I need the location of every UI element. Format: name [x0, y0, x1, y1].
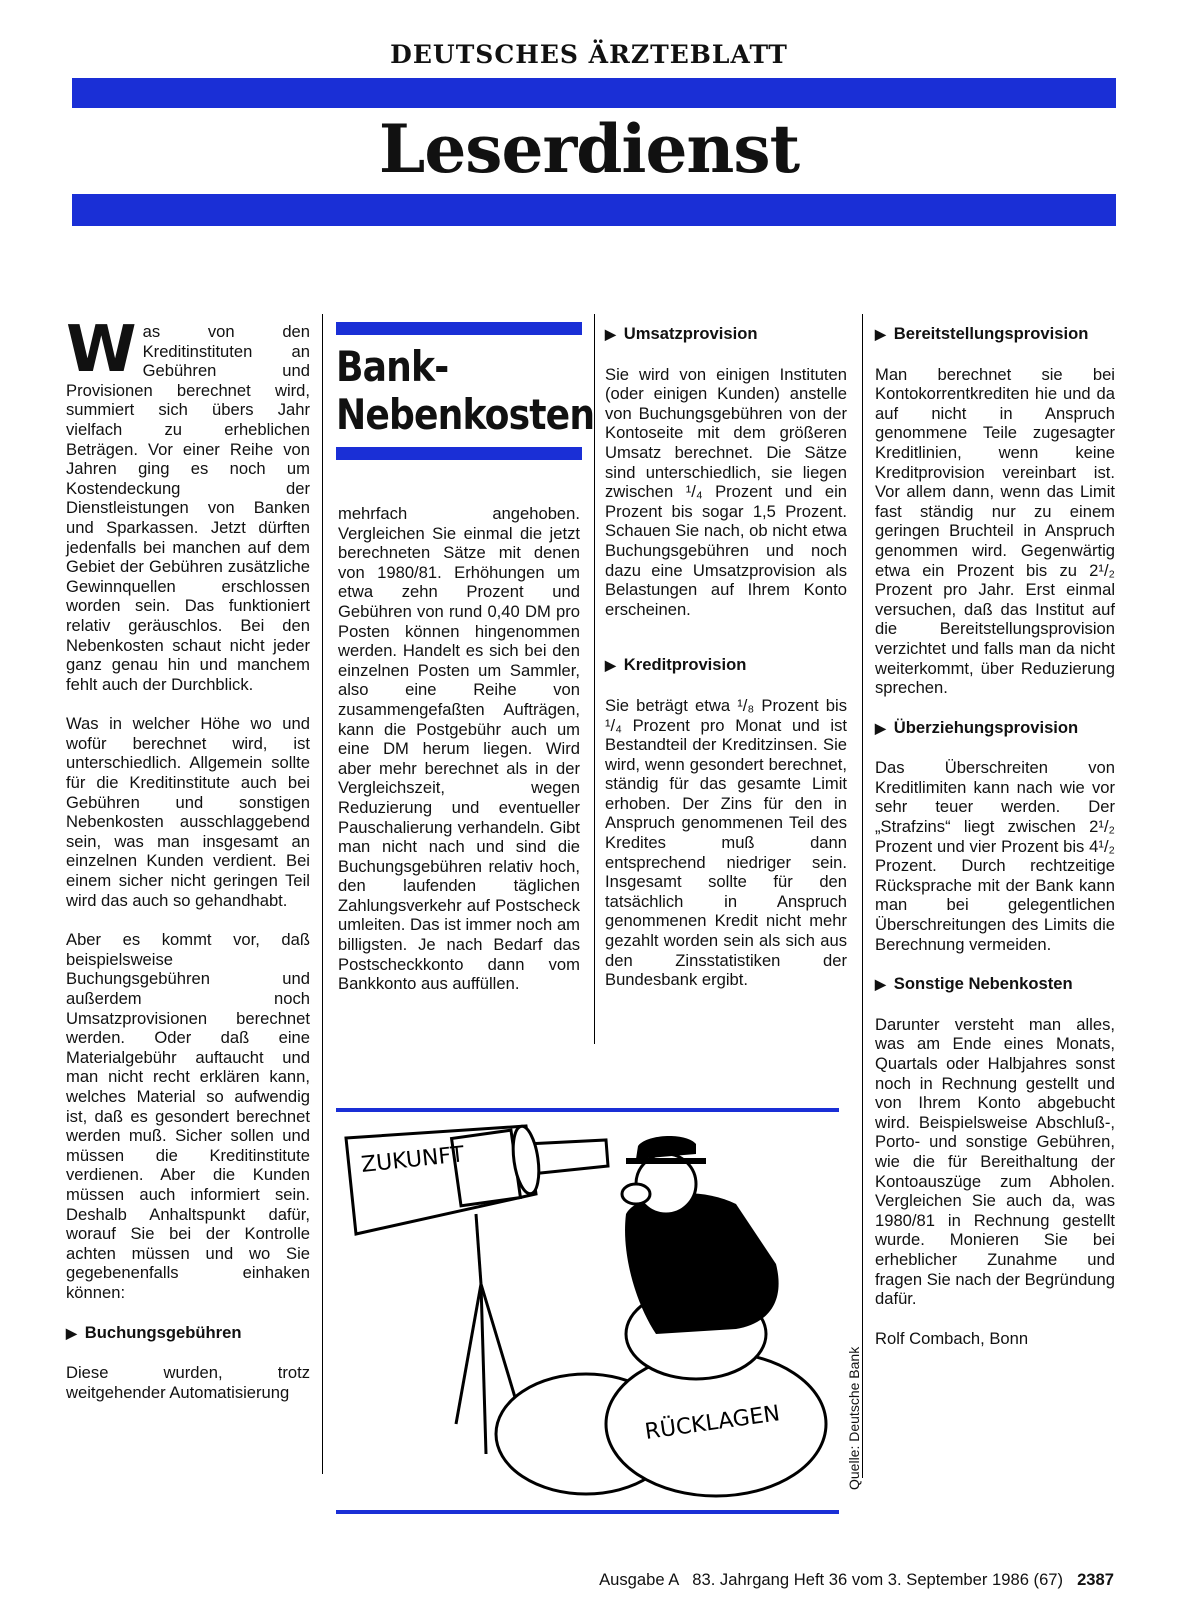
bag-label: RÜCKLAGEN	[643, 1401, 782, 1445]
cartoon-rule-top	[336, 1108, 839, 1112]
subheading-umsatzprovision: ▶ Umsatzprovision	[605, 324, 758, 343]
arrow-icon: ▶	[875, 976, 886, 993]
banker-figure	[622, 1136, 779, 1334]
paragraph: Was in welcher Höhe wo und wofür berechnet wird, ist unterschiedlich. Allgemein sollte für die Kreditinstitute auch bei Gebühren und sonstigen Nebenkosten ausschlaggebend sein, was man insgesamt an einzelnen Kunden verdient. Bei einem sicher nicht geringen Teil wird das auch so gehandhabt.	[66, 714, 310, 910]
article-title: Bank- Nebenkosten	[336, 342, 595, 439]
paragraph: Darunter versteht man alles, was am Ende eines Monats, Quartals oder Halbjahres sonst noch in Rechnung gestellt und von Ihrem Konto abgebucht wird. Beispielsweise Abschluß-, Porto- und sonstige Gebühren, wie die für Bereithaltung der Kontoauszüge zum Abholen. Vergleichen Sie auch da, was 1980/81 in Rechnung gestellt wurde. Monieren Sie bei erheblicher Zunahme und fragen Sie nach der Begründung dafür.	[875, 1014, 1115, 1309]
cartoon-illustration	[336, 1124, 839, 1508]
subheading-kreditprovision: ▶ Kreditprovision	[605, 655, 747, 675]
subheading-buchungsgebuehren: ▶ Buchungsgebühren	[66, 1322, 242, 1342]
paragraph: Sie wird von einigen Instituten (oder einigen Kunden) anstelle von Buchungsgebühren von der Kontoseite mit dem größeren Umsatz berechnet. Die Sätze sind unterschiedlich, sie liegen zwischen ¹/₄ Prozent und ein Prozent bis sogar 1,5 Prozent. Schauen Sie nach, ob nicht etwa Buchungsgebühren und noch dazu eine Umsatzprovision als Belastungen auf Ihrem Konto erscheinen.	[605, 364, 847, 619]
column-1	[66, 313, 310, 1422]
paragraph: Diese wurden, trotz weitgehender Automatisierung	[66, 1363, 310, 1402]
issue-info: Ausgabe A 83. Jahrgang Heft 36 vom 3. September 1986 (67)	[599, 1570, 1064, 1589]
paragraph: mehrfach angehoben. Vergleichen Sie einmal die jetzt berechneten Sätze mit denen von 1980/81. Erhöhungen um etwa zehn Prozent und Gebühren von rund 0,40 DM pro Posten können hingenommen werden. Handelt es sich bei den einzelnen Posten um Sammler, also eine Reihe von zusammengefaßten Aufträgen, kann die Postgebühr auch um eine DM herum liegen. Wird aber mehr berechnet als in der Vergleichszeit, wegen Reduzierung und eventueller Pauschalierung verhandeln. Gibt man nicht nach und sind die Buchungsgebühren relativ hoch, den laufenden täglichen Zahlungsverkehr auf Postscheck umleiten. Das ist immer noch am billigsten. Je nach Bedarf das Postscheckkonto dann vom Bankkonto aus auffüllen.	[338, 504, 580, 994]
paragraph: Aber es kommt vor, daß beispielsweise Buchungsgebühren und außerdem noch Umsatzprovisionen berechnet werden. Oder daß eine Materialgebühr auftaucht und man nicht recht erklären kann, welches Material so aufwendig ist, daß es gesondert berechnet werden muß. Sicher sollen und müssen die Kreditinstitute verdienen. Aber die Kunden müssen auch informiert sein. Deshalb Anhaltspunkt dafür, worauf Sie bei der Kontrolle achten müssen und wo Sie gegebenenfalls einhaken können:	[66, 930, 310, 1302]
subheading-sonstige-nebenkosten: ▶ Sonstige Nebenkosten	[875, 974, 1073, 994]
subheading-ueberziehungsprovision: ▶ Überziehungsprovision	[875, 717, 1079, 737]
column-2	[338, 504, 580, 1014]
arrow-icon: ▶	[605, 657, 616, 674]
subheading-bereitstellungsprovision: ▶ Bereitstellungsprovision	[875, 324, 1089, 343]
arrow-icon: ▶	[875, 326, 886, 342]
cartoon-rule-bottom	[336, 1510, 839, 1514]
journal-title: DEUTSCHES ÄRZTEBLATT	[390, 40, 788, 69]
drop-cap: W	[66, 313, 137, 387]
column-rule-3	[862, 314, 863, 1478]
column-4	[875, 324, 1115, 1348]
paragraph: Man berechnet sie bei Kontokorrentkrediten hie und da auf nicht in Anspruch genommene Teile zugesagter Kreditlinien, wenn keine Kreditprovision vereinbart ist. Vor allem dann, wenn das Limit fast ständig nur zu einem geringen Bruchteil in Anspruch genommen wird. Gegenwärtig etwa ein Prozent bis zu 2¹/₂ Prozent pro Jahr. Erst einmal versuchen, daß das Institut auf die Bereitstellungsprovision verzichtet und falls man da nicht weiterkommt, über Reduzierung sprechen.	[875, 364, 1115, 698]
page-number: 2387	[1077, 1570, 1114, 1589]
title-bar-bottom	[336, 447, 582, 460]
paragraph-intro: Was von den Kreditinstituten an Gebühren und Provisionen berechnet wird, summiert sich übers Jahr vielfach zu erheblichen Beträgen. Vor einer Reihe von Jahren ging es noch um Kostendeckung der Dienstleistungen von Banken und Sparkassen. Jetzt dürften jedenfalls bei manchen auf dem Gebiet der Gebühren zusätzliche Gewinnquellen erschlossen worden sein. Das funktioniert relativ geräuschlos. Bei den Nebenkosten schaut nicht jeder ganz genau hin und manchem fehlt auch der Durchblick.	[66, 313, 310, 694]
arrow-icon: ▶	[875, 719, 886, 736]
article-title-box	[336, 322, 595, 460]
paragraph: Das Überschreiten von Kreditlimiten kann nach wie vor sehr teuer werden. Der „Strafzins“ liegt zwischen 2¹/₂ Prozent und vier Prozent bis 4¹/₂ Prozent. Durch rechtzeitige Rücksprache mit der Bank kann man bei gelegentlichen Überschreitungen des Limits die Berechnung vermeiden.	[875, 758, 1115, 954]
title-bar-top	[336, 322, 582, 335]
section-title: Leserdienst	[378, 110, 800, 188]
paragraph: Sie beträgt etwa ¹/₈ Prozent bis ¹/₄ Prozent pro Monat und ist Bestandteil der Kreditzinsen. Sie wird, wenn gesondert berechnet, ständig für das gesamte Limit erhoben. Der Zins für den in Anspruch genommenen Teil des Kredites muß dann entsprechend niedriger sein. Insgesamt sollte für den tatsächlich in Anspruch genommenen Kredit nicht mehr gezahlt worden sein als sich aus den Zinsstatistiken der Bundesbank ergibt.	[605, 695, 847, 990]
header-bar-bottom	[72, 194, 1116, 226]
arrow-icon: ▶	[66, 1324, 77, 1341]
header-bar-top	[72, 78, 1116, 108]
telescope-label: ZUKUNFT	[360, 1142, 466, 1178]
page-footer	[599, 1570, 1114, 1590]
author: Rolf Combach, Bonn	[875, 1328, 1029, 1348]
column-3	[605, 324, 847, 1010]
column-rule-1	[322, 314, 323, 1474]
cartoon-source: Quelle: Deutsche Bank	[846, 1346, 862, 1490]
arrow-icon: ▶	[605, 326, 616, 342]
